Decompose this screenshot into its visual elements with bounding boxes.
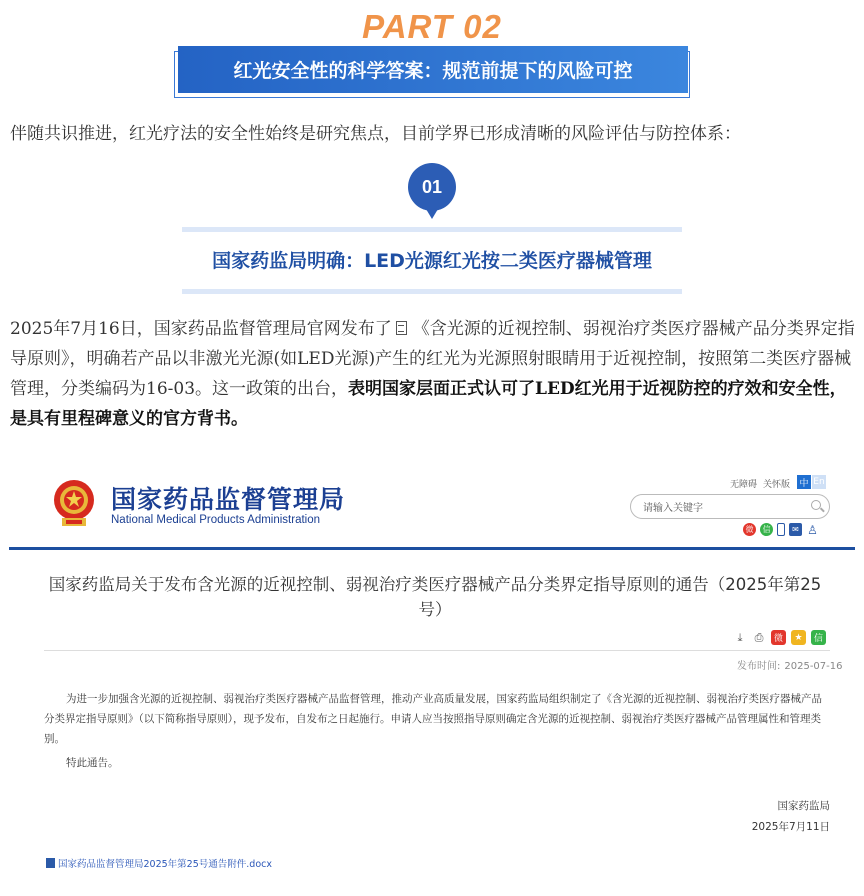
docx-file-icon [46, 858, 55, 868]
share-weibo-icon[interactable]: 微 [771, 630, 786, 645]
national-emblem-icon [50, 478, 98, 530]
signature-org: 国家药监局 [777, 800, 830, 812]
search-icon[interactable] [811, 500, 821, 510]
section-rule-top [182, 227, 682, 232]
body-bold-text: 表明国家层面正式认可了LED红光用于近视防控的疗效和安全性，是具有里程碑意义的官方背书。 [10, 379, 847, 429]
notice-divider [44, 650, 830, 651]
body-text-part2: ，明确若产品以非激光光源(如LED光源)产生的红光为光源照射眼睛用于近视控制，按照第二类医疗器械管理，分类编码为16-03。这一政策的出台， [10, 349, 852, 399]
notice-end: 特此通告。 [66, 757, 119, 769]
notice-tools [733, 630, 826, 645]
weibo-icon[interactable]: 微 [743, 523, 756, 536]
share-qzone-icon[interactable]: ★ [791, 630, 806, 645]
mail-icon[interactable]: ✉ [789, 523, 802, 536]
accessibility-link[interactable]: 无障碍 [730, 480, 758, 490]
search-input[interactable] [630, 494, 830, 519]
body-paragraph [10, 314, 856, 434]
publish-date: 2025-07-16 [784, 661, 843, 672]
document-link[interactable]: 《含光源的近视控制、弱视治疗类医疗器械产品分类界定指导原则》 [10, 319, 855, 369]
social-icons [743, 523, 819, 536]
mobile-icon[interactable] [777, 523, 785, 536]
share-wechat-icon[interactable]: 信 [811, 630, 826, 645]
section-title: 国家药监局明确：LED光源红光按二类医疗器械管理 [212, 250, 652, 272]
signature-date: 2025年7月11日 [751, 821, 830, 833]
notice-title: 国家药监局关于发布含光源的近视控制、弱视治疗类医疗器械产品分类界定指导原则的通告（2025年第25号） [48, 575, 822, 619]
care-mode-link[interactable]: 关怀版 [763, 480, 791, 490]
intro-paragraph: 伴随共识推进，红光疗法的安全性始终是研究焦点，目前学界已形成清晰的风险评估与防控体系： [10, 124, 741, 144]
notice-body: 为进一步加强含光源的近视控制、弱视治疗类医疗器械产品监督管理，推动产业高质量发展，国家药监局组织制定了《含光源的近视控制、弱视治疗类医疗器械产品分类界定指导原则》（以下简称指导原则），现予发布，自发布之日起施行。申请人应当按照指导原则确定含光源的近视控制、弱视治疗类医疗器械产品管理属性和管理类别。 [44, 693, 822, 745]
language-en-button[interactable]: En [813, 477, 825, 487]
document-icon [396, 321, 407, 335]
site-name-cn[interactable]: 国家药品监督管理局 [111, 485, 346, 514]
top-links [730, 477, 796, 490]
header-divider [9, 547, 855, 550]
nmpa-webpage [0, 468, 864, 896]
site-name-en: National Medical Products Administration [111, 514, 321, 526]
publish-label: 发布时间: [737, 661, 781, 672]
wechat-icon[interactable]: 信 [760, 523, 773, 536]
attachment-name: 国家药品监督管理局2025年第25号通告附件.docx [58, 859, 272, 870]
language-cn-button[interactable]: 中 [797, 475, 811, 489]
section-number-badge: 01 [408, 163, 456, 211]
user-icon[interactable]: ♙ [807, 522, 818, 537]
download-icon[interactable]: ⤓ [737, 630, 743, 644]
body-text-part1: 2025年7月16日，国家药品监督管理局官网发布了 [10, 319, 392, 339]
attachment-link[interactable] [46, 856, 272, 870]
banner-title: 红光安全性的科学答案：规范前提下的风险可控 [178, 46, 688, 93]
search-placeholder: 请输入关键字 [643, 503, 703, 514]
part-label: PART 02 [362, 8, 502, 45]
publish-time [733, 657, 843, 672]
print-icon[interactable]: ⎙ [754, 630, 764, 644]
section-rule-bottom [182, 289, 682, 294]
